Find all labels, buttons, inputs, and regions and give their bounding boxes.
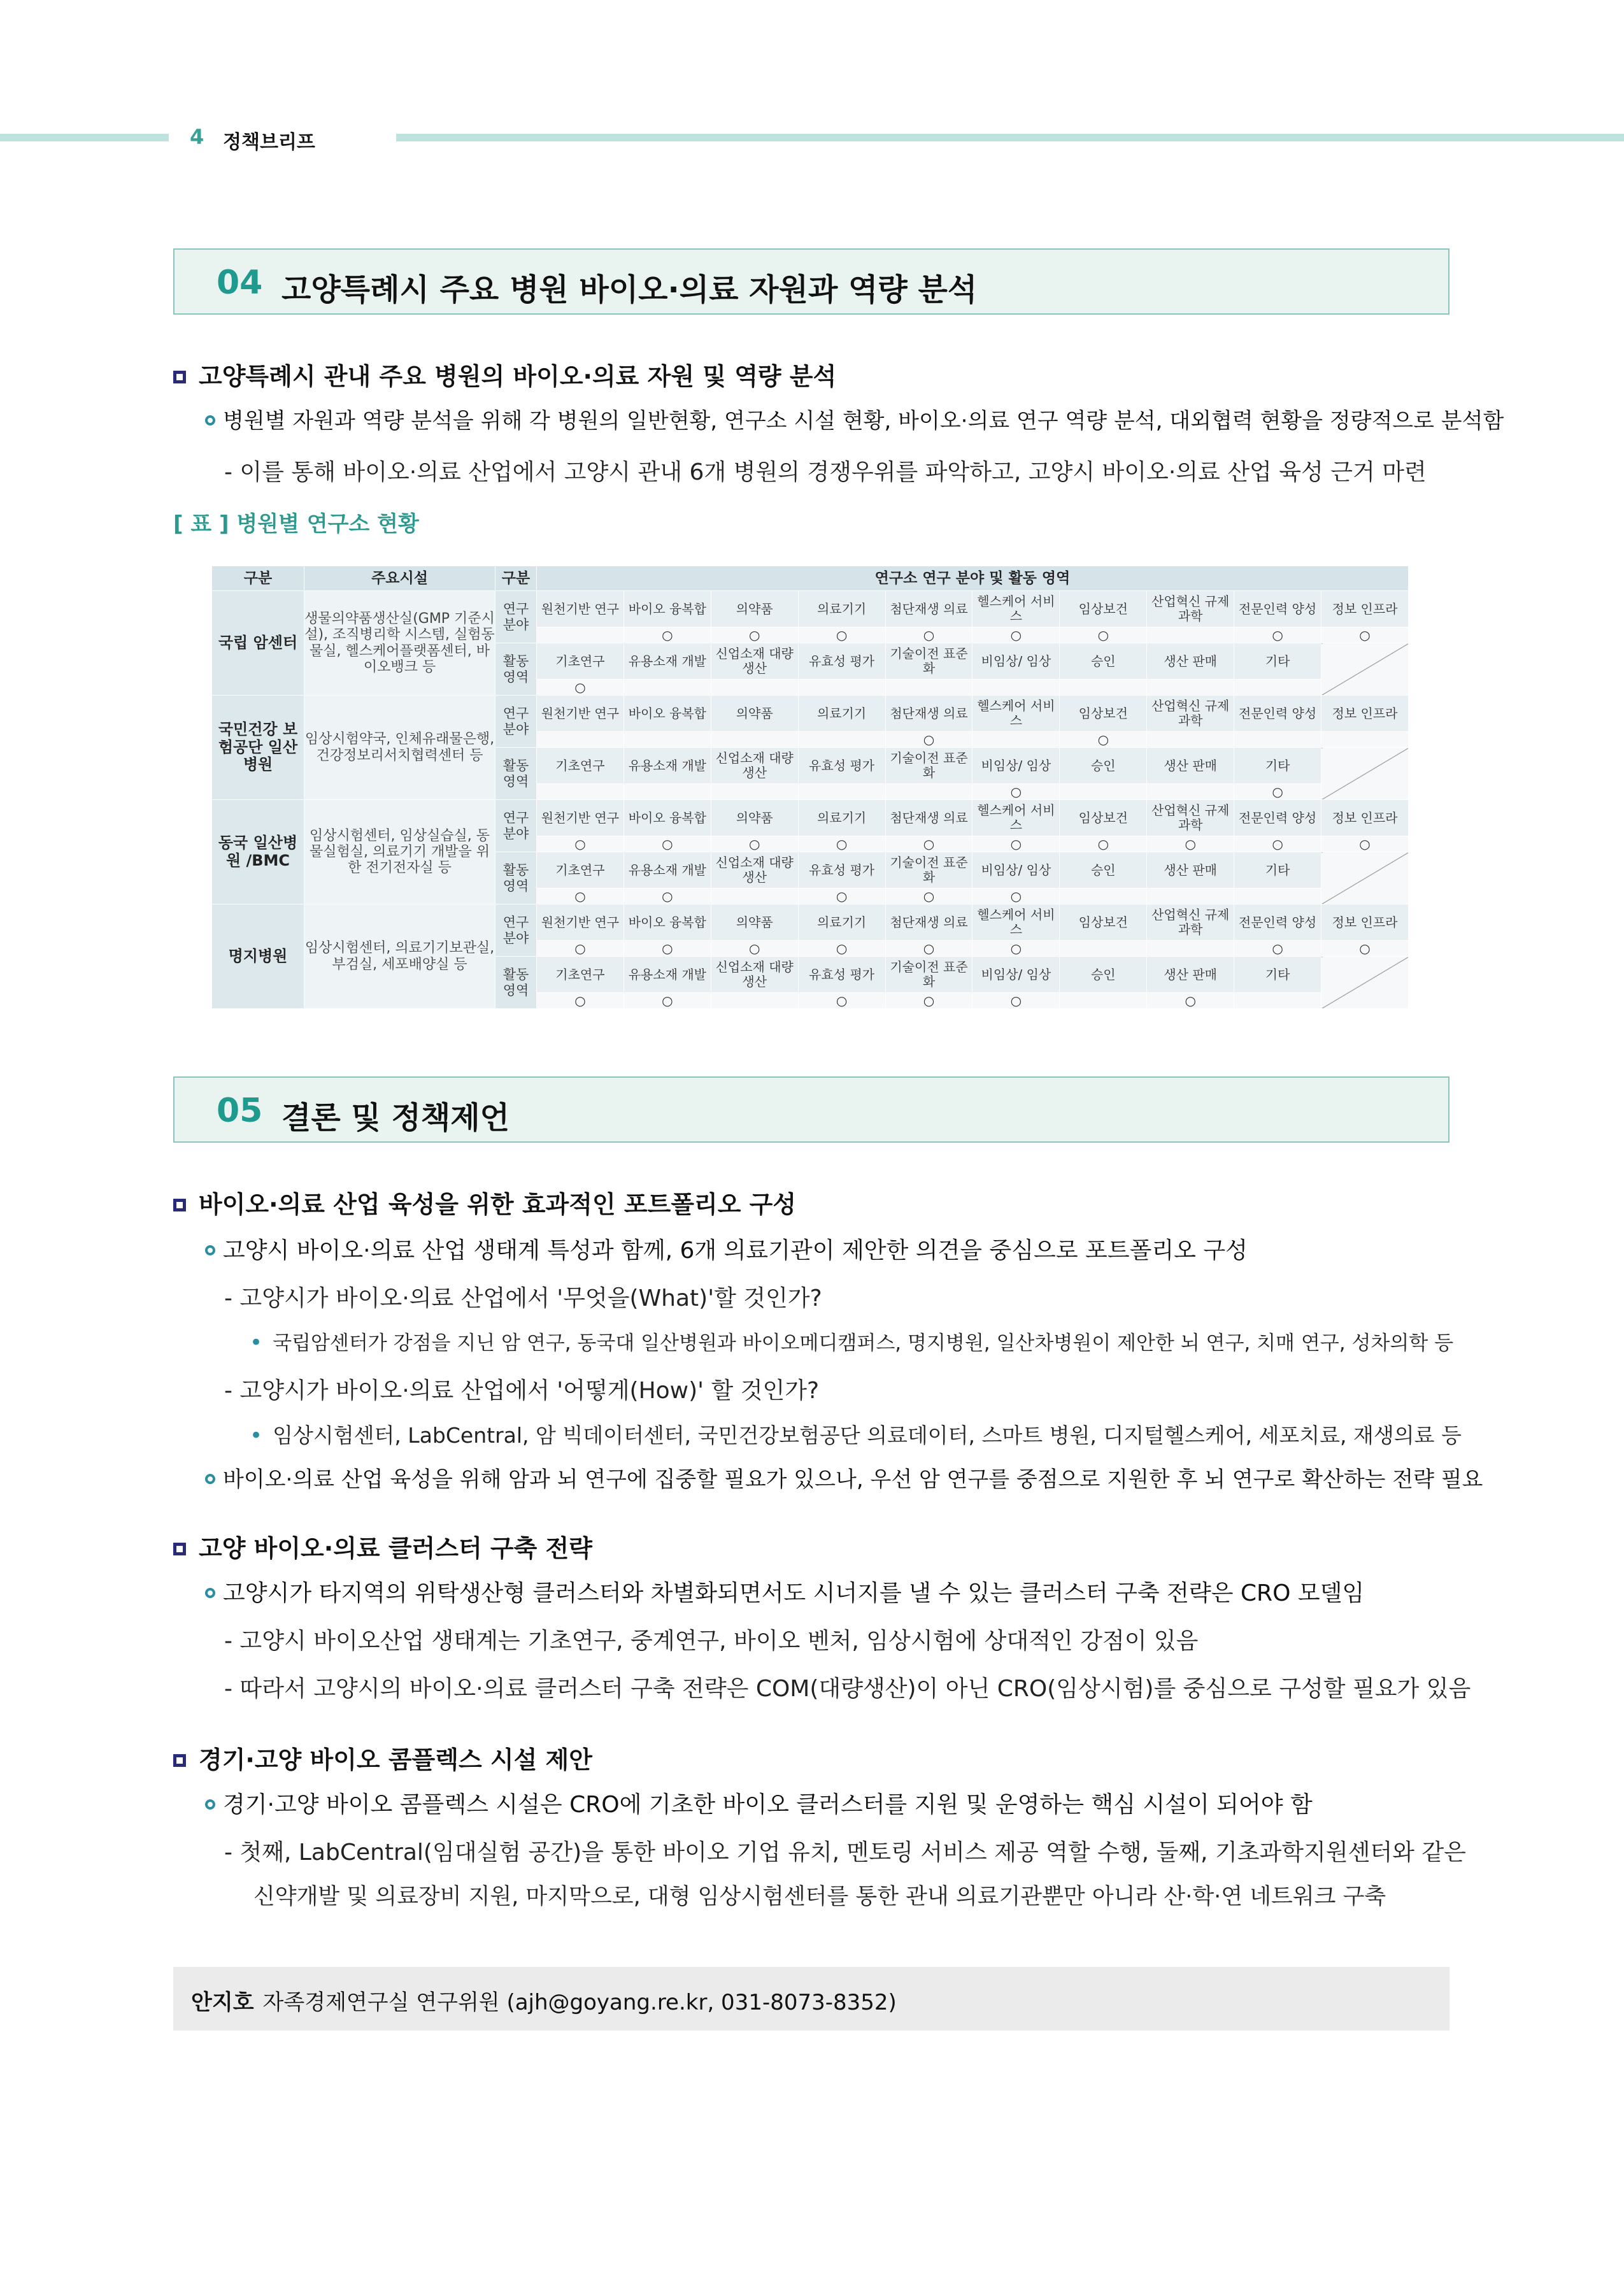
activity-mark: [1234, 680, 1321, 696]
activity-field-label: 기타: [1234, 643, 1321, 680]
activity-field-label: 기초연구: [537, 957, 624, 993]
dash-paragraph-continuation: 신약개발 및 의료장비 지원, 마지막으로, 대형 임상시험센터를 통한 관내 의료기관뿐만 아니라 산·학·연 네트워크 구축: [253, 1884, 1386, 1910]
activity-field-label: 비임상/ 임상: [972, 957, 1060, 993]
heading-text: 경기·고양 바이오 콤플렉스 시설 제안: [199, 1746, 592, 1774]
research-field-label: 헬스케어 서비스: [972, 696, 1060, 732]
activity-field-label: 유용소재 개발: [623, 852, 711, 889]
section-title: 고양특례시 주요 병원 바이오·의료 자원과 역량 분석: [281, 272, 978, 308]
activity-field-label: 승인: [1060, 852, 1147, 889]
activity-mark: [1060, 680, 1147, 696]
activity-mark: ○: [798, 889, 885, 904]
activity-field-label: 유효성 평가: [798, 748, 885, 784]
hospital-facilities: 임상시험센터, 의료기기보관실, 부검실, 세포배양실 등: [304, 904, 495, 1009]
row-type-research: 연구 분야: [495, 696, 537, 748]
dash-paragraph: - 첫째, LabCentral(임대실험 공간)을 통한 바이오 기업 유치, 멘토링 서비스 제공 역할 수행, 둘째, 기초과학지원센터와 같은: [224, 1839, 1466, 1866]
research-field-label: 첨단재생 의료: [885, 591, 972, 627]
bullet-paragraph: [205, 1575, 1364, 1608]
row-type-activity: 활동 영역: [495, 957, 537, 1009]
research-mark: [1147, 941, 1234, 957]
research-field-label: 바이오 융복합: [623, 696, 711, 732]
activity-mark: ○: [623, 889, 711, 904]
activity-field-label: 기타: [1234, 852, 1321, 889]
square-bullet-icon: [173, 1543, 186, 1555]
activity-field-label: 유용소재 개발: [623, 748, 711, 784]
table-header-category: 구분: [212, 566, 304, 591]
activity-mark: ○: [537, 680, 624, 696]
activity-mark: [885, 784, 972, 800]
research-field-label: 전문인력 양성: [1234, 696, 1321, 732]
dash-paragraph: - 고양시가 바이오·의료 산업에서 '무엇을(What)'할 것인가?: [224, 1285, 822, 1311]
research-mark: ○: [537, 941, 624, 957]
activity-mark: [711, 889, 798, 904]
activity-field-label: 승인: [1060, 643, 1147, 680]
activity-mark: ○: [972, 993, 1060, 1009]
activity-mark: [711, 784, 798, 800]
activity-field-label: 유용소재 개발: [623, 957, 711, 993]
activity-field-label: 신업소재 대량생산: [711, 643, 798, 680]
table-row: [212, 800, 1409, 836]
activity-field-label: 기술이전 표준화: [885, 957, 972, 993]
empty-diagonal-cell: [1321, 957, 1409, 1009]
research-field-label: 정보 인프라: [1321, 696, 1409, 732]
activity-mark: [972, 680, 1060, 696]
research-field-label: 산업혁신 규제과학: [1147, 696, 1234, 732]
research-field-label: 바이오 융복합: [623, 591, 711, 627]
research-mark: ○: [798, 627, 885, 643]
research-mark: ○: [711, 941, 798, 957]
dash-paragraph: - 고양시 바이오산업 생태계는 기초연구, 중계연구, 바이오 벤처, 임상시험에 상대적인 강점이 있음: [224, 1628, 1199, 1654]
activity-mark: ○: [885, 889, 972, 904]
heading-text: 고양특례시 관내 주요 병원의 바이오·의료 자원 및 역량 분석: [199, 362, 837, 390]
activity-field-label: 비임상/ 임상: [972, 748, 1060, 784]
page-number: 4: [190, 125, 204, 149]
activity-mark: [798, 784, 885, 800]
activity-mark: ○: [623, 993, 711, 1009]
activity-mark: ○: [972, 784, 1060, 800]
dot-text: 임상시험센터, LabCentral, 암 빅데이터센터, 국민건강보험공단 의료데이터, 스마트 병원, 디지털헬스케어, 세포치료, 재생의료 등: [273, 1423, 1462, 1448]
circle-bullet-icon: [205, 1588, 215, 1598]
row-type-activity: 활동 영역: [495, 748, 537, 800]
research-mark: ○: [1060, 732, 1147, 748]
empty-diagonal-cell: [1321, 852, 1409, 904]
activity-mark: [1060, 993, 1147, 1009]
research-mark: ○: [1321, 941, 1409, 957]
activity-mark: ○: [798, 993, 885, 1009]
activity-field-label: 기술이전 표준화: [885, 643, 972, 680]
section-05-banner: [173, 1076, 1449, 1143]
research-field-label: 첨단재생 의료: [885, 904, 972, 941]
heading-text: 바이오·의료 산업 육성을 위한 효과적인 포트폴리오 구성: [199, 1190, 797, 1218]
dot-paragraph: [250, 1419, 1462, 1449]
activity-field-label: 신업소재 대량생산: [711, 852, 798, 889]
header-rule-right: [396, 134, 1624, 141]
dot-bullet-icon: •: [250, 1423, 263, 1448]
research-mark: [1147, 732, 1234, 748]
activity-mark: ○: [537, 889, 624, 904]
research-field-label: 정보 인프라: [1321, 904, 1409, 941]
research-mark: ○: [623, 941, 711, 957]
activity-mark: [1234, 889, 1321, 904]
research-field-label: 산업혁신 규제과학: [1147, 800, 1234, 836]
author-box: [173, 1967, 1449, 2031]
activity-mark: [623, 784, 711, 800]
research-mark: ○: [623, 627, 711, 643]
table-caption: [ 표 ] 병원별 연구소 현황: [173, 511, 419, 537]
section-04-banner: [173, 248, 1449, 315]
research-mark: ○: [885, 836, 972, 852]
research-field-label: 의료기기: [798, 696, 885, 732]
research-field-label: 산업혁신 규제과학: [1147, 904, 1234, 941]
research-field-label: 의약품: [711, 591, 798, 627]
bullet-text: 병원별 자원과 역량 분석을 위해 각 병원의 일반현황, 연구소 시설 현황, 바이오·의료 연구 역량 분석, 대외협력 현황을 정량적으로 분석함: [223, 408, 1504, 434]
research-field-label: 임상보건: [1060, 696, 1147, 732]
hospital-facilities: 임상시험센터, 임상실습실, 동물실험실, 의료기기 개발을 위한 전기전자실 등: [304, 800, 495, 904]
header-rule-left: [0, 134, 169, 141]
research-mark: ○: [1321, 627, 1409, 643]
research-mark: ○: [1060, 836, 1147, 852]
research-field-label: 원천기반 연구: [537, 904, 624, 941]
research-field-label: 바이오 융복합: [623, 904, 711, 941]
research-mark: ○: [537, 836, 624, 852]
research-mark: ○: [885, 732, 972, 748]
research-mark: [1234, 732, 1321, 748]
research-mark: ○: [885, 627, 972, 643]
research-field-label: 의약품: [711, 800, 798, 836]
research-mark: ○: [1234, 627, 1321, 643]
row-type-research: 연구 분야: [495, 800, 537, 852]
research-mark: ○: [972, 941, 1060, 957]
research-field-label: 원천기반 연구: [537, 591, 624, 627]
circle-bullet-icon: [205, 415, 215, 425]
activity-field-label: 기타: [1234, 957, 1321, 993]
research-mark: ○: [1060, 627, 1147, 643]
research-field-label: 전문인력 양성: [1234, 800, 1321, 836]
research-field-label: 정보 인프라: [1321, 591, 1409, 627]
research-mark: ○: [885, 941, 972, 957]
square-bullet-icon: [173, 371, 186, 383]
research-mark: [1060, 941, 1147, 957]
row-type-research: 연구 분야: [495, 904, 537, 957]
empty-diagonal-cell: [1321, 748, 1409, 800]
research-mark: [798, 732, 885, 748]
dash-paragraph: - 이를 통해 바이오·의료 산업에서 고양시 관내 6개 병원의 경쟁우위를 파악하고, 고양시 바이오·의료 산업 육성 근거 마련: [224, 459, 1427, 485]
research-mark: [1147, 627, 1234, 643]
activity-mark: ○: [537, 993, 624, 1009]
circle-bullet-icon: [205, 1245, 215, 1255]
activity-mark: [1234, 993, 1321, 1009]
section-title: 결론 및 정책제언: [281, 1100, 509, 1136]
research-field-label: 정보 인프라: [1321, 800, 1409, 836]
dot-paragraph: [250, 1327, 1453, 1355]
activity-field-label: 기초연구: [537, 748, 624, 784]
section-number: 04: [217, 264, 263, 302]
activity-field-label: 승인: [1060, 957, 1147, 993]
activity-mark: [711, 680, 798, 696]
research-mark: [537, 732, 624, 748]
hospital-facilities: 임상시험약국, 인체유래물은행, 건강정보리서치협력센터 등: [304, 696, 495, 800]
table-row: [212, 904, 1409, 941]
activity-mark: [1060, 889, 1147, 904]
bullet-text: 바이오·의료 산업 육성을 위해 암과 뇌 연구에 집중할 필요가 있으나, 우선 암 연구를 중점으로 지원한 후 뇌 연구로 확산하는 전략 필요: [223, 1467, 1483, 1492]
research-field-label: 바이오 융복합: [623, 800, 711, 836]
dash-paragraph: - 고양시가 바이오·의료 산업에서 '어떻게(How)' 할 것인가?: [224, 1378, 820, 1404]
bullet-text: 고양시가 타지역의 위탁생산형 클러스터와 차별화되면서도 시너지를 낼 수 있는 클러스터 구축 전략은 CRO 모델임: [223, 1580, 1365, 1606]
activity-field-label: 생산 판매: [1147, 852, 1234, 889]
research-field-label: 임상보건: [1060, 800, 1147, 836]
table-header-type: 구분: [495, 566, 537, 591]
research-field-label: 원천기반 연구: [537, 696, 624, 732]
activity-field-label: 생산 판매: [1147, 957, 1234, 993]
activity-mark: ○: [1147, 993, 1234, 1009]
activity-mark: ○: [972, 889, 1060, 904]
research-field-label: 원천기반 연구: [537, 800, 624, 836]
heading: [173, 1740, 592, 1775]
hospital-facilities: 생물의약품생산실(GMP 기준시설), 조직병리학 시스템, 실험동물실, 헬스케어플랫폼센터, 바이오뱅크 등: [304, 591, 495, 696]
hospital-name: 동국 일산병원 /BMC: [212, 800, 304, 904]
research-field-label: 헬스케어 서비스: [972, 591, 1060, 627]
research-mark: ○: [1234, 836, 1321, 852]
research-field-label: 의약품: [711, 696, 798, 732]
activity-mark: [798, 680, 885, 696]
square-bullet-icon: [173, 1199, 186, 1211]
bullet-paragraph: [205, 1462, 1483, 1493]
research-mark: [711, 732, 798, 748]
research-field-label: 의료기기: [798, 800, 885, 836]
square-bullet-icon: [173, 1754, 186, 1767]
research-mark: ○: [623, 836, 711, 852]
activity-mark: ○: [1234, 784, 1321, 800]
bullet-paragraph: [205, 403, 1504, 434]
research-field-label: 의료기기: [798, 904, 885, 941]
dash-paragraph: - 따라서 고양시의 바이오·의료 클러스터 구축 전략은 COM(대량생산)이 아닌 CRO(임상시험)를 중심으로 구성할 필요가 있음: [224, 1676, 1471, 1702]
activity-field-label: 유효성 평가: [798, 957, 885, 993]
research-field-label: 전문인력 양성: [1234, 591, 1321, 627]
research-mark: [623, 732, 711, 748]
hospital-name: 국민건강 보험공단 일산병원: [212, 696, 304, 800]
dot-bullet-icon: •: [250, 1330, 263, 1355]
table-row: [212, 591, 1409, 627]
activity-field-label: 신업소재 대량생산: [711, 957, 798, 993]
activity-field-label: 생산 판매: [1147, 748, 1234, 784]
research-field-label: 헬스케어 서비스: [972, 800, 1060, 836]
running-title: 정책브리프: [223, 131, 315, 154]
research-mark: ○: [711, 836, 798, 852]
section-number: 05: [217, 1092, 263, 1130]
hospital-name: 국립 암센터: [212, 591, 304, 696]
research-field-label: 임상보건: [1060, 904, 1147, 941]
research-field-label: 산업혁신 규제과학: [1147, 591, 1234, 627]
activity-mark: [1147, 784, 1234, 800]
activity-field-label: 승인: [1060, 748, 1147, 784]
research-field-label: 첨단재생 의료: [885, 696, 972, 732]
research-field-label: 의료기기: [798, 591, 885, 627]
row-type-activity: 활동 영역: [495, 643, 537, 696]
research-field-label: 첨단재생 의료: [885, 800, 972, 836]
table-header-facilities: 주요시설: [304, 566, 495, 591]
activity-mark: [1147, 680, 1234, 696]
heading-text: 고양 바이오·의료 클러스터 구축 전략: [199, 1534, 592, 1562]
activity-field-label: 생산 판매: [1147, 643, 1234, 680]
bullet-paragraph: [205, 1232, 1248, 1265]
activity-mark: [1060, 784, 1147, 800]
row-type-activity: 활동 영역: [495, 852, 537, 904]
activity-mark: [711, 993, 798, 1009]
activity-mark: [885, 680, 972, 696]
research-mark: ○: [1234, 941, 1321, 957]
activity-mark: [1147, 889, 1234, 904]
research-field-label: 전문인력 양성: [1234, 904, 1321, 941]
research-mark: ○: [798, 941, 885, 957]
activity-field-label: 비임상/ 임상: [972, 643, 1060, 680]
author-name: 안지호: [191, 1990, 254, 2015]
research-mark: [537, 627, 624, 643]
circle-bullet-icon: [205, 1474, 215, 1484]
bullet-text: 경기·고양 바이오 콤플렉스 시설은 CRO에 기초한 바이오 클러스터를 지원 및 운영하는 핵심 시설이 되어야 함: [223, 1792, 1313, 1818]
heading: [173, 1185, 796, 1220]
heading: [173, 1529, 592, 1564]
research-mark: [972, 732, 1060, 748]
activity-field-label: 신업소재 대량생산: [711, 748, 798, 784]
research-table: [211, 566, 1409, 1009]
dot-text: 국립암센터가 강점을 지닌 암 연구, 동국대 일산병원과 바이오메디캠퍼스, 명지병원, 일산차병원이 제안한 뇌 연구, 치매 연구, 성차의학 등: [273, 1332, 1454, 1355]
author-info: 자족경제연구실 연구위원 (ajh@goyang.re.kr, 031-8073-8352): [262, 1990, 897, 2015]
activity-field-label: 비임상/ 임상: [972, 852, 1060, 889]
activity-mark: [623, 680, 711, 696]
table-row: [212, 696, 1409, 732]
activity-field-label: 기술이전 표준화: [885, 852, 972, 889]
research-mark: [1321, 732, 1409, 748]
activity-mark: [537, 784, 624, 800]
research-field-label: 의약품: [711, 904, 798, 941]
activity-field-label: 기초연구: [537, 643, 624, 680]
activity-mark: ○: [885, 993, 972, 1009]
research-mark: ○: [711, 627, 798, 643]
research-mark: ○: [1147, 836, 1234, 852]
bullet-text: 고양시 바이오·의료 산업 생태계 특성과 함께, 6개 의료기관이 제안한 의견을 중심으로 포트폴리오 구성: [223, 1238, 1248, 1264]
empty-diagonal-cell: [1321, 643, 1409, 696]
activity-field-label: 유효성 평가: [798, 852, 885, 889]
bullet-paragraph: [205, 1787, 1313, 1819]
activity-field-label: 기초연구: [537, 852, 624, 889]
research-mark: ○: [1321, 836, 1409, 852]
row-type-research: 연구 분야: [495, 591, 537, 643]
research-mark: ○: [972, 627, 1060, 643]
activity-field-label: 기타: [1234, 748, 1321, 784]
research-mark: ○: [798, 836, 885, 852]
circle-bullet-icon: [205, 1799, 215, 1810]
activity-field-label: 유용소재 개발: [623, 643, 711, 680]
activity-field-label: 기술이전 표준화: [885, 748, 972, 784]
table-header-fields: 연구소 연구 분야 및 활동 영역: [537, 566, 1409, 591]
author-line: [191, 1985, 897, 2016]
hospital-name: 명지병원: [212, 904, 304, 1009]
research-field-label: 헬스케어 서비스: [972, 904, 1060, 941]
heading: [173, 357, 836, 392]
research-mark: ○: [972, 836, 1060, 852]
research-field-label: 임상보건: [1060, 591, 1147, 627]
activity-field-label: 유효성 평가: [798, 643, 885, 680]
